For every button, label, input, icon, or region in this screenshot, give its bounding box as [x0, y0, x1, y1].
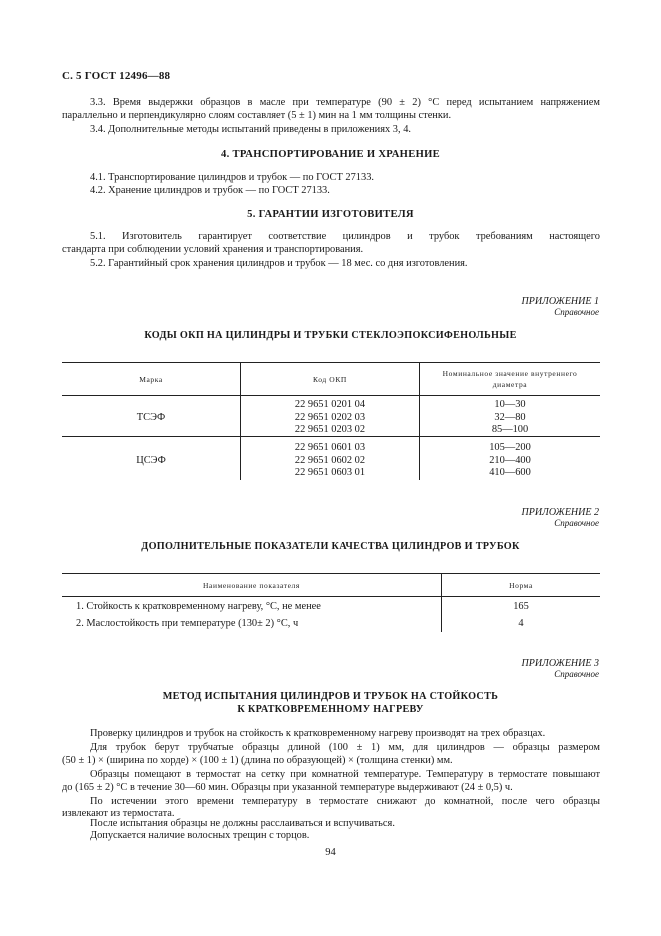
table-1-header-rule	[62, 395, 600, 396]
appendix-3-paragraph-1: Проверку цилиндров и трубок на стойкость к кратковременному нагреву производят на трех образцах.	[90, 728, 546, 739]
appendix-3-paragraph-5: После испытания образцы не должны расслаиваться и вспучиваться.	[90, 818, 395, 829]
table-1-header-mark: Марка	[139, 375, 163, 384]
table-1-diameter: 32—80	[494, 412, 526, 423]
table-1-mark: ТСЭФ	[136, 412, 166, 423]
table-2-row-name: 2. Маслостойкость при температуре (130± 2) °С, ч	[76, 618, 299, 629]
appendix-3-paragraph-6: Допускается наличие волосных трещин с торцов.	[90, 830, 310, 841]
table-1-code: 22 9651 0202 03	[294, 412, 366, 423]
table-1-header-diameter-line1: Номинальное значение внутреннего	[442, 369, 578, 378]
paragraph-4-2: 4.2. Хранение цилиндров и трубок — по ГОСТ 27133.	[90, 185, 330, 196]
paragraph-5-1-line1: 5.1. Изготовитель гарантирует соответствие цилиндров и трубок требованиям настоящего	[90, 231, 600, 242]
paragraph-3-4: 3.4. Дополнительные методы испытаний приведены в приложениях 3, 4.	[90, 124, 411, 135]
table-2-row-value: 4	[518, 618, 524, 629]
table-2-row-name: 1. Стойкость к кратковременному нагреву, °С, не менее	[76, 601, 321, 612]
paragraph-3-3-line2: параллельно и перпендикулярно слоям составляет (5 ± 1) мин на 1 мм толщины стенки.	[62, 110, 452, 121]
table-1-diameter: 105—200	[489, 442, 531, 453]
table-1-header-diameter-line2: диаметра	[492, 380, 528, 389]
appendix-3-paragraph-3-line2: до (165 ± 2) °С в течение 30—60 мин. Образцы при указанной температуре выдерживают (24 ± 0,5) ч.	[62, 782, 513, 793]
appendix-3-title-line1: МЕТОД ИСПЫТАНИЯ ЦИЛИНДРОВ И ТРУБОК НА СТОЙКОСТЬ	[162, 691, 499, 702]
appendix-3-label: ПРИЛОЖЕНИЕ 3	[521, 658, 599, 669]
appendix-1-kind: Справочное	[554, 307, 599, 317]
appendix-3-paragraph-2-line1: Для трубок берут трубчатые образцы длиной (100 ± 1) мм, для цилиндров — образцы размером	[90, 742, 600, 753]
table-1-code: 22 9651 0601 03	[294, 442, 366, 453]
table-1-code: 22 9651 0203 02	[294, 424, 366, 435]
appendix-3-paragraph-3-line1: Образцы помещают в термостат на сетку при комнатной температуре. Температуру в термостате повышают	[90, 769, 600, 780]
table-1-row-rule	[62, 436, 600, 437]
paragraph-4-1: 4.1. Транспортирование цилиндров и трубок — по ГОСТ 27133.	[90, 172, 374, 183]
paragraph-5-2: 5.2. Гарантийный срок хранения цилиндров и трубок — 18 мес. со дня изготовления.	[90, 258, 468, 269]
appendix-1-label-block	[522, 296, 600, 318]
table-2-header-rule	[62, 596, 600, 597]
appendix-3-paragraph-4-line2: извлекают из термостата.	[62, 808, 175, 819]
table-1-diameter: 85—100	[491, 424, 529, 435]
paragraph-5-1-line2: стандарта при соблюдении условий хранения и транспортирования.	[62, 244, 364, 255]
table-2-header-norm: Норма	[509, 581, 533, 590]
table-1-code: 22 9651 0602 02	[294, 455, 366, 466]
appendix-2-label-block	[522, 507, 600, 529]
section-4-title: 4. ТРАНСПОРТИРОВАНИЕ И ХРАНЕНИЕ	[220, 149, 441, 160]
appendix-3-kind: Справочное	[554, 669, 599, 679]
page-number: 94	[325, 847, 336, 858]
appendix-3-title-line2: К КРАТКОВРЕМЕННОМУ НАГРЕВУ	[237, 704, 424, 715]
appendix-2-label: ПРИЛОЖЕНИЕ 2	[521, 507, 599, 518]
appendix-2-title: ДОПОЛНИТЕЛЬНЫЕ ПОКАЗАТЕЛИ КАЧЕСТВА ЦИЛИНДРОВ И ТРУБОК	[141, 541, 520, 552]
table-2-top-rule	[62, 573, 600, 574]
appendix-1-title: КОДЫ ОКП НА ЦИЛИНДРЫ И ТРУБКИ СТЕКЛОЭПОКСИФЕНОЛЬНЫЕ	[144, 330, 517, 341]
table-1-code: 22 9651 0201 04	[294, 399, 366, 410]
section-5-title: 5. ГАРАНТИИ ИЗГОТОВИТЕЛЯ	[247, 209, 414, 220]
table-2-header-name: Наименование показателя	[203, 581, 300, 590]
appendix-3-label-block	[522, 658, 600, 680]
table-1-diameter: 10—30	[494, 399, 526, 410]
table-1-code: 22 9651 0603 01	[294, 467, 366, 478]
table-2-row-value: 165	[513, 601, 529, 612]
table-1-diameter: 410—600	[489, 467, 531, 478]
appendix-3-paragraph-2-line2: (50 ± 1) × (ширина по хорде) × (100 ± 1) (длина по образующей) × (толщина стенки) мм.	[62, 755, 453, 766]
page-header: С. 5 ГОСТ 12496—88	[62, 70, 171, 82]
appendix-2-kind: Справочное	[554, 518, 599, 528]
table-1-diameter: 210—400	[489, 455, 531, 466]
appendix-1-label: ПРИЛОЖЕНИЕ 1	[521, 296, 599, 307]
table-1-mark: ЦСЭФ	[136, 455, 166, 466]
paragraph-3-3-line1: 3.3. Время выдержки образцов в масле при температуре (90 ± 2) °С перед испытанием напряжением	[90, 97, 600, 108]
table-1-header-code: Код ОКП	[313, 375, 347, 384]
table-1-top-rule	[62, 362, 600, 363]
appendix-3-paragraph-4-line1: По истечении этого времени температуру в термостате снижают до комнатной, после чего образцы	[90, 796, 600, 807]
